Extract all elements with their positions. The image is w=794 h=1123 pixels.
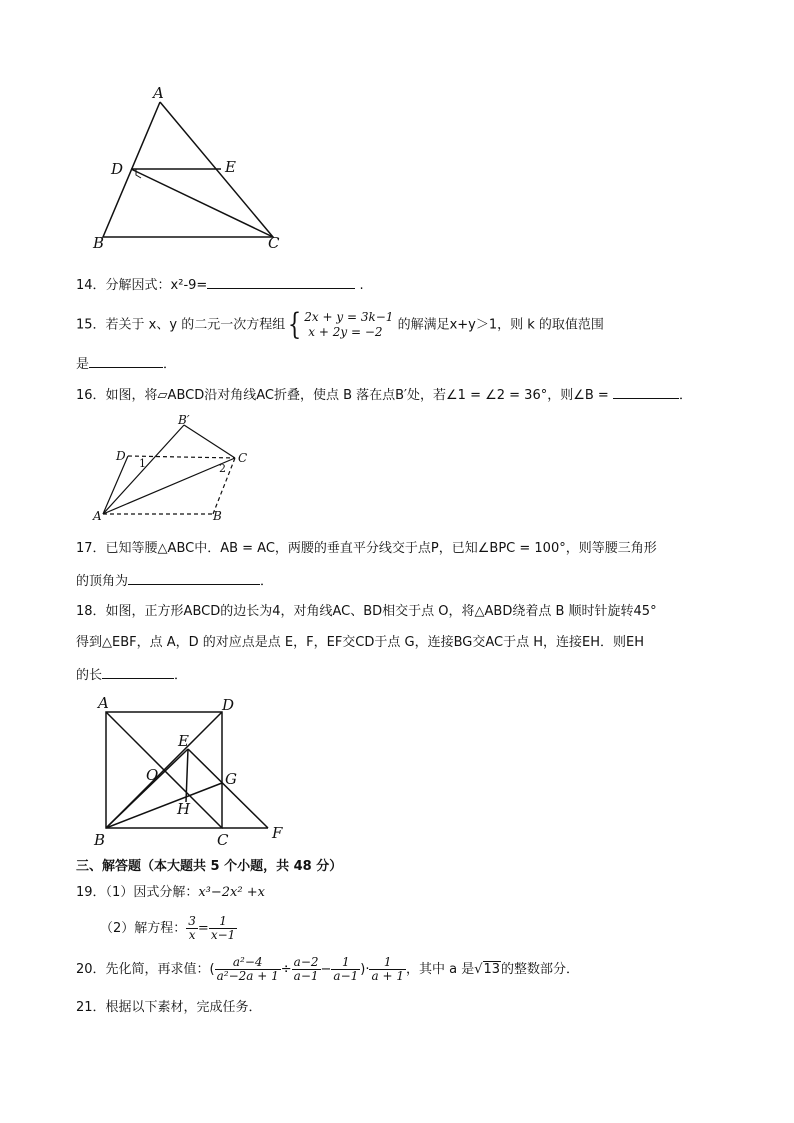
- numerator: 1: [209, 915, 237, 929]
- question-number: 14．: [76, 278, 106, 293]
- question-text: 是: [76, 357, 90, 372]
- label-e: E: [225, 158, 236, 176]
- question-text-2: ，其中 a 是: [405, 962, 475, 977]
- question-text: 分解因式：x²-9=: [105, 278, 208, 293]
- question-number: 17．: [76, 541, 106, 556]
- question-text: 根据以下素材，完成任务．: [105, 1000, 262, 1015]
- question-17-line2: [76, 570, 273, 592]
- equation-1: 2x + y = 3k−1: [304, 310, 394, 324]
- question-18: [76, 602, 657, 622]
- question-14: [76, 274, 364, 296]
- question-text: 先化简，再求值：(: [105, 962, 215, 977]
- label-b: B: [213, 509, 222, 523]
- label-d: D: [111, 160, 124, 178]
- question-number: 15．: [76, 317, 106, 333]
- question-18-line2: [76, 633, 644, 653]
- denominator: a²−2a + 1: [216, 969, 279, 983]
- question-number: 21．: [76, 1000, 106, 1015]
- label-h: H: [177, 800, 191, 818]
- end-mark: ．: [174, 668, 188, 683]
- question-15: [76, 307, 604, 342]
- question-text: 已知等腰△ABC中．AB = AC，两腰的垂直平分线交于点P，已知∠BPC = 100°，则等腰三角形: [105, 541, 657, 556]
- numerator: 3: [188, 914, 196, 928]
- equation-system: [304, 310, 393, 340]
- numerator: 1: [331, 956, 360, 970]
- label-b: B: [93, 234, 105, 252]
- question-text-2: 的解满足x+y＞1，则 k 的取值范围: [397, 317, 604, 333]
- question-number: 20．: [76, 962, 106, 977]
- label-a: A: [98, 694, 109, 712]
- label-d: D: [222, 696, 235, 714]
- answer-blank: [89, 353, 163, 368]
- numerator: 1: [369, 956, 405, 970]
- close-paren: )·: [360, 962, 370, 977]
- label-d: D: [116, 449, 126, 463]
- question-20: 20．先化简，再求值：( $\frac{\text{a²−4}}{\text{a²−2a + 1}}$ ÷ $\frac{a-2}{a-1}$ − $\frac{1}{a-1}$ )· $\frac{1}{a + 1}$ ，其中 a 是√13的整数部分．: [76, 955, 580, 983]
- question-19-part-2: [100, 912, 237, 946]
- denominator: x: [188, 928, 196, 942]
- question-text: 的顶角为: [76, 574, 129, 589]
- part-1-expression: x³−2x² +x: [198, 885, 265, 900]
- label-angle-1: 1: [139, 457, 146, 470]
- divide-sign: ÷: [280, 962, 292, 977]
- denominator: x−1: [210, 928, 236, 942]
- square-rotation-figure: [88, 692, 298, 852]
- part-2-label: （2）解方程：: [100, 921, 187, 936]
- answer-blank: [128, 570, 260, 585]
- label-c: C: [217, 831, 229, 849]
- label-b: B: [94, 831, 106, 849]
- question-text: 若关于 x、y 的二元一次方程组: [105, 317, 286, 333]
- fraction-3: [331, 956, 360, 983]
- answer-blank: [613, 384, 679, 399]
- label-a: A: [153, 84, 164, 102]
- fraction-1: [215, 956, 281, 983]
- label-angle-2: 2: [219, 462, 226, 475]
- question-17: [76, 539, 657, 559]
- fraction-4: [369, 956, 405, 983]
- label-g: G: [225, 770, 237, 788]
- label-a: A: [93, 509, 102, 523]
- question-text: 如图，将▱ABCD沿对角线AC折叠，使点 B 落在点B′处，若∠1 = ∠2 = 36°，则∠B =: [105, 388, 609, 403]
- fraction-2: [292, 956, 321, 983]
- question-number: 16．: [76, 388, 106, 403]
- question-21: [76, 998, 262, 1018]
- question-text: 得到△EBF，点 A，D 的对应点是点 E，F，EF交CD于点 G，连接BG交AC于点 H，连接EH．则EH: [76, 635, 644, 650]
- question-text: 如图，正方形ABCD的边长为4，对角线AC、BD相交于点 O，将△ABD绕着点 B 顺时针旋转45°: [105, 604, 657, 619]
- answer-blank: [207, 274, 355, 289]
- question-number: 18．: [76, 604, 106, 619]
- label-e: E: [178, 732, 189, 750]
- question-18-line3: [76, 664, 187, 686]
- minus-sign: −: [320, 962, 332, 977]
- label-b-prime: B′: [178, 413, 190, 427]
- question-19: [76, 883, 265, 903]
- denominator: a−1: [293, 969, 319, 983]
- end-mark: ．: [260, 574, 274, 589]
- question-text: 的长: [76, 668, 103, 683]
- question-text-3: 的整数部分．: [501, 962, 580, 977]
- question-15-line2: [76, 353, 176, 375]
- label-f: F: [272, 824, 283, 842]
- equation-2: x + 2y = −2: [308, 325, 383, 339]
- numerator: a²−4: [215, 956, 281, 970]
- brace: {: [288, 307, 302, 342]
- fraction-lhs: [186, 915, 198, 942]
- sqrt-value: 13: [483, 962, 501, 977]
- parallelogram-fold-figure: [88, 412, 263, 527]
- question-number: 19．: [76, 885, 106, 900]
- denominator: a−1: [333, 969, 359, 983]
- section-3-title: 三、解答题（本大题共 5 个小题，共 48 分）: [76, 859, 343, 874]
- denominator: a + 1: [371, 969, 404, 983]
- answer-blank: [102, 664, 174, 679]
- label-o: O: [146, 766, 159, 784]
- part-1-label: （1）因式分解：: [105, 885, 199, 900]
- numerator: a−2: [293, 955, 319, 969]
- end-mark: ．: [163, 357, 177, 372]
- equals-sign: =: [197, 921, 209, 936]
- triangle-figure-abc: [85, 80, 305, 255]
- end-mark: ．: [678, 388, 692, 403]
- question-16: [76, 384, 692, 406]
- label-c: C: [238, 451, 248, 465]
- fraction-rhs: [209, 915, 237, 942]
- end-mark: .: [359, 278, 364, 293]
- label-c: C: [268, 234, 280, 252]
